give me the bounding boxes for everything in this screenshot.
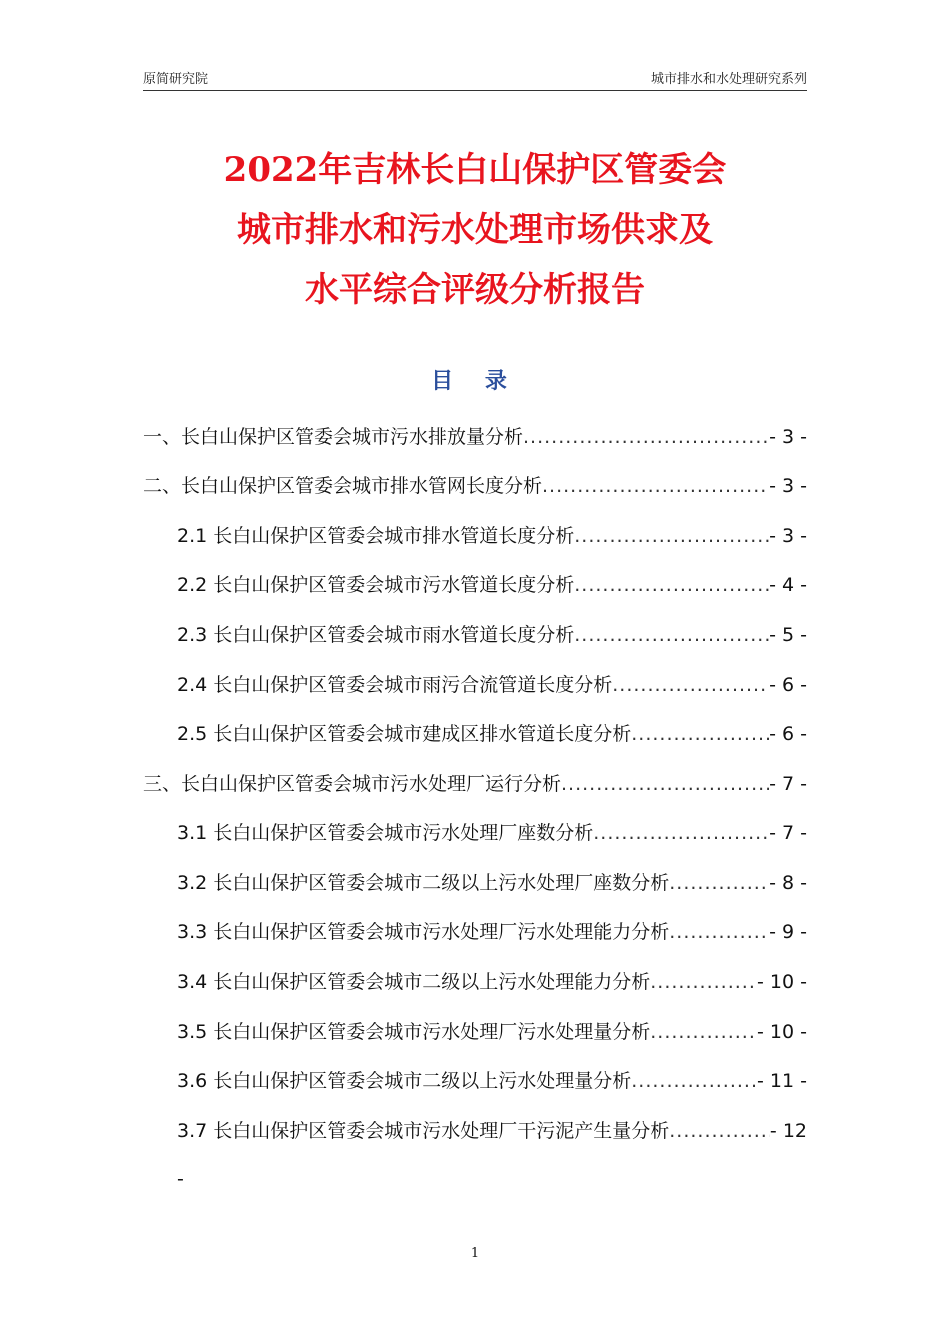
toc-entry-label: 3.1 长白山保护区管委会城市污水处理厂座数分析 (177, 822, 594, 844)
page-header (143, 66, 807, 91)
toc-leader (574, 525, 769, 547)
toc-leader (631, 723, 769, 745)
toc-entry-label: 3.6 长白山保护区管委会城市二级以上污水处理量分析 (177, 1070, 632, 1092)
toc-entry[interactable] (177, 967, 807, 1007)
title-line-3: 水平综合评级分析报告 (305, 270, 645, 310)
toc-leader (574, 574, 769, 596)
toc-entry-page: - 11 - (757, 1070, 807, 1092)
toc-leader (669, 872, 769, 894)
toc-entry-page: - 9 - (769, 921, 807, 943)
toc-leader (593, 822, 769, 844)
toc-entry[interactable] (177, 1017, 807, 1057)
toc-entry[interactable] (177, 521, 807, 561)
toc-entry[interactable] (177, 570, 807, 610)
toc-entry-page: - 8 - (769, 872, 807, 894)
toc-entry-label: 三、长白山保护区管委会城市污水处理厂运行分析 (143, 773, 562, 795)
toc-entry-page: - 5 - (769, 624, 807, 646)
toc-leader (523, 426, 769, 448)
toc-entry-page: - 7 - (769, 773, 807, 795)
toc-leader (650, 971, 757, 993)
toc-leader (542, 475, 769, 497)
toc-entry-wrap: - (177, 1168, 184, 1190)
title-line-2: 城市排水和污水处理市场供求及 (237, 210, 713, 250)
toc-entry[interactable] (177, 1066, 807, 1106)
toc-entry-label: 2.2 长白山保护区管委会城市污水管道长度分析 (177, 574, 575, 596)
toc-leader (650, 1021, 757, 1043)
toc-entry-page: - 3 - (769, 426, 807, 448)
toc-entry[interactable] (177, 818, 807, 858)
toc-entry-page: - 10 - (757, 1021, 807, 1043)
toc-heading: 目 录 (431, 369, 519, 394)
toc-leader (669, 1120, 770, 1142)
toc-entry[interactable] (177, 670, 807, 710)
toc-leader (561, 773, 769, 795)
toc-entry-label: 2.4 长白山保护区管委会城市雨污合流管道长度分析 (177, 674, 613, 696)
toc-entry-label: 二、长白山保护区管委会城市排水管网长度分析 (143, 475, 543, 497)
toc-entry-label: 2.5 长白山保护区管委会城市建成区排水管道长度分析 (177, 723, 632, 745)
toc-entry-page: - 6 - (769, 723, 807, 745)
toc-entry-label: 2.1 长白山保护区管委会城市排水管道长度分析 (177, 525, 575, 547)
toc-entry-label: 一、长白山保护区管委会城市污水排放量分析 (143, 426, 524, 448)
document-title (0, 140, 950, 320)
toc-entry-page: - 4 - (769, 574, 807, 596)
toc-entry-page: - 12 (769, 1120, 807, 1142)
toc-entry[interactable] (143, 769, 807, 809)
toc-entry[interactable] (143, 471, 807, 511)
toc-entry-label: 3.7 长白山保护区管委会城市污水处理厂干污泥产生量分析 (177, 1120, 670, 1142)
toc-entry-page: - 6 - (769, 674, 807, 696)
toc-entry[interactable] (177, 917, 807, 957)
toc-entry-label: 3.3 长白山保护区管委会城市污水处理厂污水处理能力分析 (177, 921, 670, 943)
toc-leader (612, 674, 769, 696)
header-publisher: 原简研究院 (143, 72, 209, 87)
title-line-1: 2022年吉林长白山保护区管委会 (223, 150, 727, 190)
toc-leader (669, 921, 769, 943)
toc-entry[interactable] (143, 422, 807, 462)
page-number: 1 (470, 1246, 480, 1261)
toc-entry[interactable] (177, 868, 807, 908)
toc-entry-label: 3.5 长白山保护区管委会城市污水处理厂污水处理量分析 (177, 1021, 651, 1043)
header-series: 城市排水和水处理研究系列 (650, 72, 807, 87)
toc-entry[interactable] (177, 1116, 807, 1156)
toc-entry[interactable] (177, 719, 807, 759)
toc-entry[interactable] (177, 620, 807, 660)
toc-entry-label: 2.3 长白山保护区管委会城市雨水管道长度分析 (177, 624, 575, 646)
toc-entry-page: - 10 - (757, 971, 807, 993)
toc-entry-page: - 7 - (769, 822, 807, 844)
toc-entry-label: 3.4 长白山保护区管委会城市二级以上污水处理能力分析 (177, 971, 651, 993)
toc-entry-page: - 3 - (769, 525, 807, 547)
toc-entry-label: 3.2 长白山保护区管委会城市二级以上污水处理厂座数分析 (177, 872, 670, 894)
toc-entry-page: - 3 - (769, 475, 807, 497)
toc-leader (631, 1070, 757, 1092)
toc-leader (574, 624, 769, 646)
